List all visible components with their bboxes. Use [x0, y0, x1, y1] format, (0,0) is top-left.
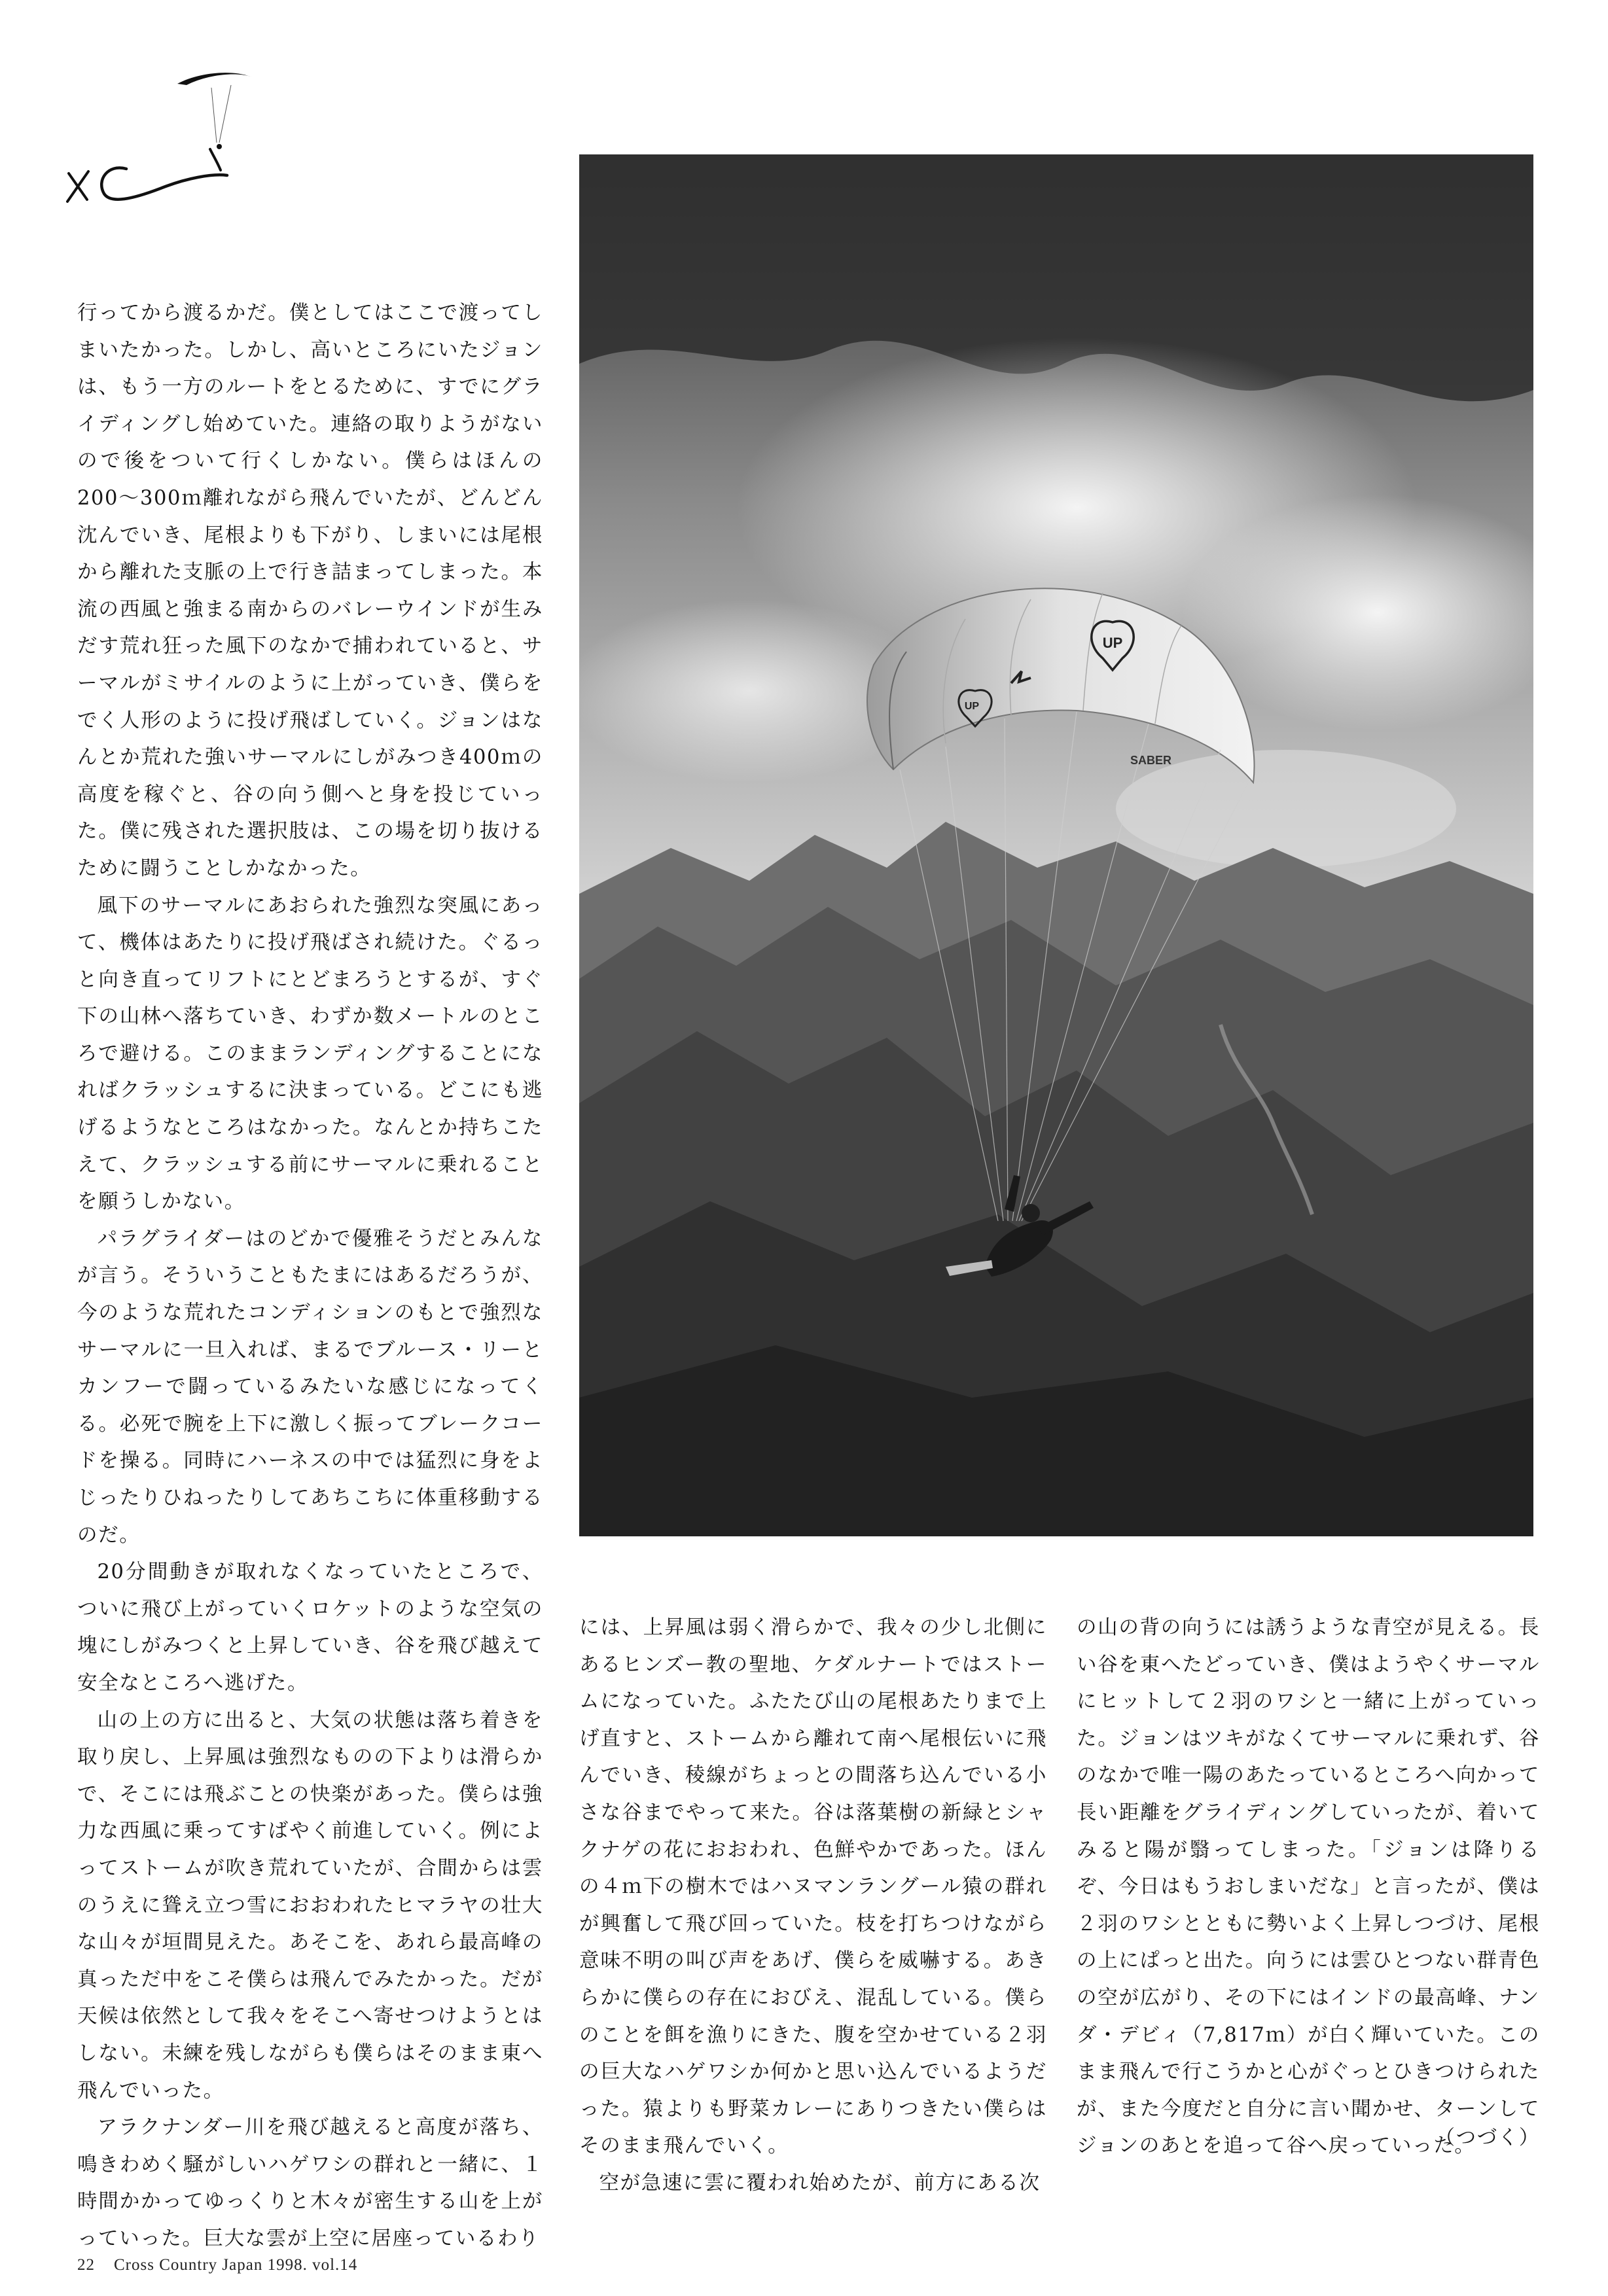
page-footer	[77, 2256, 357, 2274]
xc-logo-drawing	[62, 65, 259, 209]
paragraph: 風下のサーマルにあおられた強烈な突風にあって、機体はあたりに投げ飛ばされ続けた。ぐるっと向き直ってリフトにとどまろうとするが、すぐ下の山林へ落ちていき、わずか数メートルのところで避ける。このままランディングすることになればクラッシュするに決まっている。どこにも逃げるようなところはなかった。なんとか持ちこたえて、クラッシュする前にサーマルに乗れることを願うしかない。	[77, 894, 543, 1214]
article-column-3	[1077, 1610, 1540, 2165]
canopy-model-label: SABER	[1130, 754, 1172, 767]
paragraph: アラクナンダー川を飛び越えると高度が落ち、鳴きわめく騒がしいハゲワシの群れと一緒に、１時間かかってゆっくりと木々が密生する山を上がっていった。巨大な雲が上空に居座っているわり	[77, 2116, 543, 2250]
paragraph: 20分間動きが取れなくなっていたところで、ついに飛び上がっていくロケットのような空気の塊にしがみつくと上昇していき、谷を飛び越えて安全なところへ逃げた。	[77, 1561, 543, 1695]
article-column-2	[579, 1610, 1047, 2202]
svg-text:UP: UP	[1102, 635, 1123, 651]
to-be-continued: （つづく）	[1435, 2127, 1540, 2149]
magazine-title: Cross Country Japan 1998. vol.14	[114, 2256, 358, 2274]
paragraph: には、上昇風は弱く滑らかで、我々の少し北側にあるヒンズー教の聖地、ケダルナートではストームになっていた。ふたたび山の尾根あたりまで上げ直すと、ストームから離れて南へ尾根伝いに飛んでいき、稜線がちょっとの間落ち込んでいる小さな谷までやって来た。谷は落葉樹の新緑とシャクナゲの花におおわれ、色鮮やかであった。ほんの４ｍ下の樹木ではハヌマンラングール猿の群れが興奮して飛び回っていた。枝を打ちつけながら意味不明の叫び声をあげ、僕らを威嚇する。あきらかに僕らの存在におびえ、混乱している。僕らのことを餌を漁りにきた、腹を空かせている２羽の巨大なハゲワシか何かと思い込んでいるようだった。猿よりも野菜カレーにありつきたい僕らはそのまま飛んでいく。	[579, 1616, 1047, 2158]
paragraph: 山の上の方に出ると、大気の状態は落ち着きを取り戻し、上昇風は強烈なものの下よりは滑らかで、そこには飛ぶことの快楽があった。僕らは強力な西風に乗ってすばやく前進していく。例によってストームが吹き荒れていたが、合間からは雲のうえに聳え立つ雪におおわれたヒマラヤの壮大な山々が垣間見えた。あそこを、あれら最高峰の真っただ中をこそ僕らは飛んでみたかった。だが天候は依然として我々をそこへ寄せつけようとはしない。未練を残しながらも僕らはそのまま東へ飛んでいった。	[77, 1708, 543, 2102]
article-column-1	[77, 295, 543, 2257]
paragraph: の山の背の向うには誘うような青空が見える。長い谷を東へたどっていき、僕はようやくサーマルにヒットして２羽のワシと一緒に上がっていった。ジョンはツキがなくてサーマルに乗れず、谷のなかで唯一陽のあたっているところへ向かって長い距離をグライディングしていったが、着いてみると陽が翳ってしまった。「ジョンは降りるぞ、今日はもうおしまいだな」と言ったが、僕は２羽のワシとともに勢いよく上昇しつづけ、尾根の上にぱっと出た。向うには雲ひとつない群青色の空が広がり、その下にはインドの最高峰、ナンダ・デビィ（7,817ｍ）が白く輝いていた。このまま飛んで行こうかと心がぐっとひきつけられたが、また今度だと自分に言い聞かせ、ターンしてジョンのあとを追って谷へ戻っていった。	[1077, 1616, 1540, 2158]
page-number: 22	[77, 2256, 95, 2274]
paragraph: 行ってから渡るかだ。僕としてはここで渡ってしまいたかった。しかし、高いところにいたジョンは、もう一方のルートをとるために、すでにグライディングし始めていた。連絡の取りようがないので後をついて行くしかない。僕らはほんの200〜300ｍ離れながら飛んでいたが、どんどん沈んでいき、尾根よりも下がり、しまいには尾根から離れた支脈の上で行き詰まってしまった。本流の西風と強まる南からのバレーウインドが生みだす荒れ狂った風下のなかで捕われていると、サーマルがミサイルのように上がっていき、僕らをでく人形のように投げ飛ばしていく。ジョンはなんとか荒れた強いサーマルにしがみつき400ｍの高度を稼ぐと、谷の向う側へと身を投じていった。僕に残された選択肢は、この場を切り抜けるために闘うことしかなかった。	[77, 302, 543, 880]
paragraph: 空が急速に雲に覆われ始めたが、前方にある次	[599, 2171, 1041, 2195]
paragraph: パラグライダーはのどかで優雅そうだとみんなが言う。そういうこともたまにはあるだろうが、今のような荒れたコンディションのもとで強烈なサーマルに一旦入れば、まるでブルース・リーとカンフーで闘っているみたいな感じになってくる。必死で腕を上下に激しく振ってブレークコードを操る。同時にハーネスの中では猛烈に身をよじったりひねったりしてあちこちに体重移動するのだ。	[77, 1227, 543, 1547]
paraglider-photo	[579, 154, 1533, 1536]
svg-text:UP: UP	[964, 701, 980, 712]
xc-logo	[62, 65, 259, 209]
photo-scene	[579, 154, 1533, 1536]
